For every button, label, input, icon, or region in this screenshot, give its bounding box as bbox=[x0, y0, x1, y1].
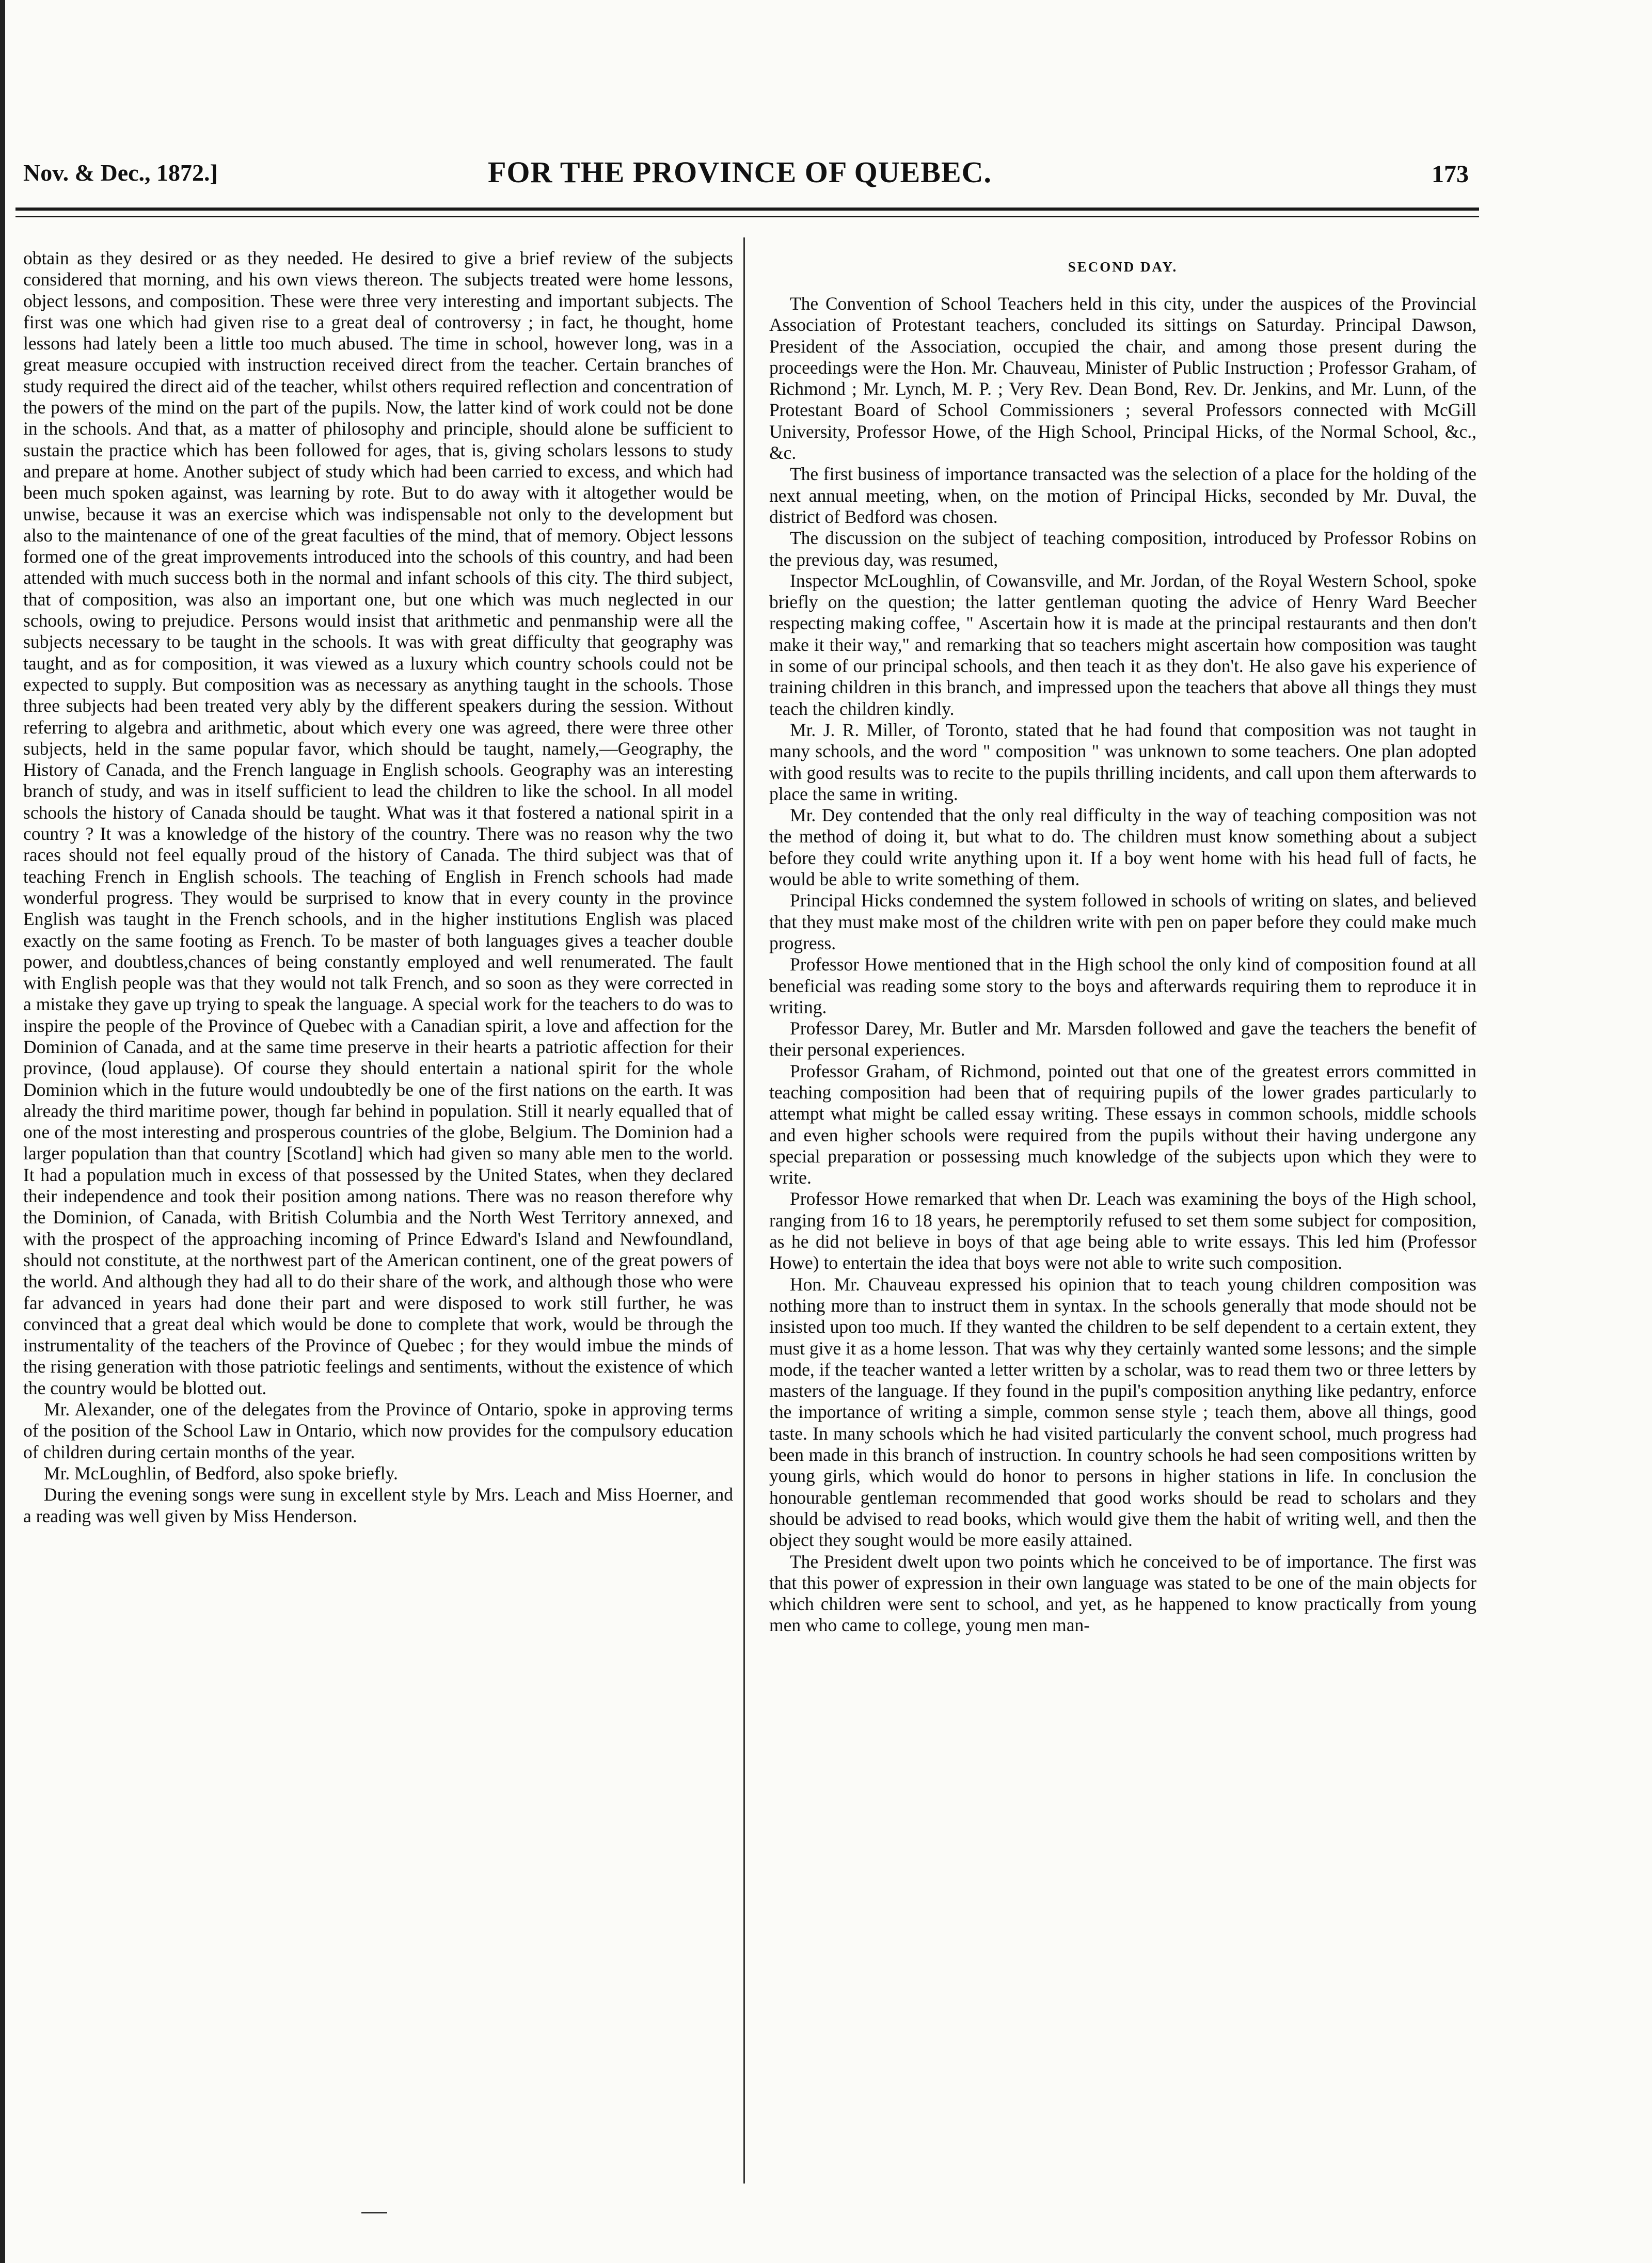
right-paragraph: The President dwelt upon two points which he conceived to be of importance. The first was that this power of expression in their own language was stated to be one of the main objects for which children were sent to school, and yet, as he happened to know practically from young men who came to college, young men man- bbox=[769, 1551, 1476, 1636]
right-column bbox=[769, 248, 1476, 1636]
page-number: 173 bbox=[1432, 161, 1469, 188]
right-paragraph: The first business of importance transacted was the selection of a place for the holding of the next annual meeting, when, on the motion of Principal Hicks, seconded by Mr. Duval, the district of Bedford was chosen. bbox=[769, 464, 1476, 527]
left-paragraph: obtain as they desired or as they needed. He desired to give a brief review of the subjects considered that morning, and his own views thereon. The subjects treated were home lessons, object lessons, and composition. These were three very interesting and important subjects. The first was one which had given rise to a great deal of controversy ; in fact, he thought, home lessons had lately been a little too much abused. The time in school, however long, was in a great measure occupied with instruction received direct from the teacher. Certain branches of study required the direct aid of the teacher, whilst others required reflection and concentration of the powers of the mind on the part of the pupils. Now, the latter kind of work could not be done in the schools. And that, as a matter of philosophy and principle, should alone be sufficient to sustain the practice which has been followed for ages, that is, giving scholars lessons to study and prepare at home. Another subject of study which had been carried to excess, and which had been much spoken against, was learning by rote. But to do away with it altogether would be unwise, because it was an exercise which was indispensable not only to the development but also to the maintenance of one of the great faculties of the mind, that of memory. Object lessons formed one of the great improvements introduced into the schools of this country, and had been attended with much success both in the normal and infant schools of this city. The third subject, that of composition, was also an important one, but one which was much neglected in our schools, owing to prejudice. Persons would insist that arithmetic and penmanship were all the subjects necessary to be taught in the schools. It was with great difficulty that geography was taught, and as for composition, it was viewed as a luxury which country schools could not be expected to supply. But composition was as necessary as anything taught in the schools. Those three subjects had been treated very ably by the different speakers during the session. Without referring to algebra and arithmetic, about which every one was agreed, there were three other subjects, held in the same popular favor, which should be taught, namely,—Geography, the History of Canada, and the French language in English schools. Geography was an interesting branch of study, and was in itself sufficient to lead the children to like the school. In all model schools the history of Canada should be taught. What was it that fostered a national spirit in a country ? It was a knowledge of the history of the country. There was no reason why the two races should not feel equally proud of the history of Canada. The third subject was that of teaching French in English schools. The teaching of English in French schools had made wonderful progress. They would be surprised to know that in every county in the province English was taught in the French schools, and in the higher institutions English was placed exactly on the same footing as French. To be master of both languages gives a teacher double power, and doubtless,chances of being constantly employed and well renumerated. The fault with English people was that they would not talk French, and so soon as they were corrected in a mistake they gave up trying to speak the language. A special work for the teachers to do was to inspire the people of the Province of Quebec with a Canadian spirit, a love and affection for the Dominion of Canada, and at the same time preserve in their hearts a patriotic affection for their province, (loud applause). Of course they should entertain a national spirit for the whole Dominion which in the future would undoubtedly be one of the first nations on the earth. It was already the third maritime power, though far behind in population. Still it nearly equalled that of one of the most interesting and prosperous countries of the globe, Belgium. The Dominion had a larger population than that country [Scotland] which had given so many able men to the world. It had a population much in excess of that possessed by the United States, when they declared their independence and took their position among nations. There was no reason therefore why the Dominion, of Canada, with British Columbia and the North West Territory annexed, and with the prospect of the approaching incoming of Prince Edward's Island and Newfoundland, should not constitute, at the northwest part of the American continent, one of the great powers of the world. And although they had all to do their share of the work, and although those who were far advanced in years had done their part and were disposed to work still further, he was convinced that a great deal which would be done to complete that work, would be through the instrumentality of the teachers of the Province of Quebec ; for they would imbue the minds of the rising generation with those patriotic feelings and sentiments, without the existence of which the country would be blotted out. bbox=[23, 248, 733, 1398]
end-of-article-dash bbox=[361, 2212, 387, 2213]
right-paragraph: Professor Howe remarked that when Dr. Leach was examining the boys of the High school, ranging from 16 to 18 years, he peremptorily refused to set them some subject for composition, as he did not believe in boys of that age being able to write essays. This led him (Professor Howe) to entertain the idea that boys were not able to write such composition. bbox=[769, 1188, 1476, 1273]
page-header bbox=[23, 155, 1479, 201]
right-paragraph: Professor Graham, of Richmond, pointed out that one of the greatest errors committed in teaching composition had been that of requiring pupils of the lower grades particularly to attempt what might be called essay writing. These essays in common schools, middle schools and even higher schools were required from the pupils without their having undergone any special preparation or possessing much knowledge of the subjects upon which they were to write. bbox=[769, 1060, 1476, 1188]
right-paragraph: Professor Howe mentioned that in the High school the only kind of composition found at all beneficial was reading some story to the boys and afterwards requiring them to reproduce it in writing. bbox=[769, 954, 1476, 1017]
left-paragraph: During the evening songs were sung in excellent style by Mrs. Leach and Miss Hoerner, and a reading was well given by Miss Henderson. bbox=[23, 1484, 733, 1526]
left-paragraph: Mr. McLoughlin, of Bedford, also spoke briefly. bbox=[44, 1462, 398, 1484]
header-date: Nov. & Dec., 1872.] bbox=[23, 160, 218, 186]
right-paragraph: Inspector McLoughlin, of Cowansville, and Mr. Jordan, of the Royal Western School, spoke briefly on the question; the latter gentleman quoting the advice of Henry Ward Beecher respecting making coffee, " Ascertain how it is made at the principal restaurants and then don't make it their way," and remarking that so teachers might ascertain how composition was taught in some of our principal schools, and then teach it as they don't. He also gave his experience of training children in this branch, and impressed upon the teachers that above all things they must teach the children kindly. bbox=[769, 570, 1476, 719]
left-paragraph: Mr. Alexander, one of the delegates from the Province of Ontario, spoke in approving terms of the position of the School Law in Ontario, which now provides for the compulsory education of children during certain months of the year. bbox=[23, 1399, 733, 1462]
scan-edge bbox=[0, 0, 5, 2263]
left-column bbox=[23, 248, 733, 1527]
right-paragraph: Professor Darey, Mr. Butler and Mr. Marsden followed and gave the teachers the benefit of their personal experiences. bbox=[769, 1018, 1476, 1060]
right-paragraph: The Convention of School Teachers held in this city, under the auspices of the Provincial Association of Protestant teachers, concluded its sittings on Saturday. Principal Dawson, President of the Association, occupied the chair, and among those present during the proceedings were the Hon. Mr. Chauveau, Minister of Public Instruction ; Professor Graham, of Richmond ; Mr. Lynch, M. P. ; Very Rev. Dean Bond, Rev. Dr. Jenkins, and Mr. Lunn, of the Protestant Board of School Commissioners ; several Professors connected with McGill University, Professor Howe, of the High School, Principal Hicks, of the Normal School, &c., &c. bbox=[769, 293, 1476, 464]
right-paragraph: Principal Hicks condemned the system followed in schools of writing on slates, and believed that they must make most of the children write with pen on paper before they could make much progress. bbox=[769, 890, 1476, 953]
header-rule-thick bbox=[15, 208, 1479, 211]
header-rule-thin bbox=[15, 216, 1479, 217]
right-paragraph: Mr. Dey contended that the only real difficulty in the way of teaching composition was not the method of doing it, but what to do. The children must know something about a subject before they could write anything upon it. If a boy went home with his head full of facts, he would be able to write something of them. bbox=[769, 805, 1476, 890]
column-divider bbox=[743, 237, 745, 2184]
section-title: SECOND DAY. bbox=[1068, 259, 1178, 275]
right-paragraph: Mr. J. R. Miller, of Toronto, stated that he had found that composition was not taught in many schools, and the word " composition " was unknown to some teachers. One plan adopted with good results was to recite to the pupils thrilling incidents, and call upon them afterwards to place the same in writing. bbox=[769, 719, 1476, 804]
right-paragraph: The discussion on the subject of teaching composition, introduced by Professor Robins on the previous day, was resumed, bbox=[769, 528, 1476, 570]
right-paragraph: Hon. Mr. Chauveau expressed his opinion that to teach young children composition was nothing more than to instruct them in syntax. In the schools generally that mode should not be insisted upon too much. If they wanted the children to be self dependent to a certain extent, they must give it as a home lesson. That was why they certainly wanted some lessons; and the simple mode, if the teacher wanted a letter written by a scholar, was to read them two or three letters by masters of the language. If they found in the pupil's composition anything like pedantry, enforce the importance of writing a simple, common sense style ; teach them, above all things, good taste. In many schools which he had visited particularly the convent school, much progress had been made in this branch of instruction. In country schools he had seen compositions written by young girls, which would do honor to persons in higher stations in life. In conclusion the honourable gentleman recommended that good works should be read to scholars and they should be advised to read books, which would give them the habit of writing well, and then the object they sought would be more easily attained. bbox=[769, 1273, 1476, 1551]
header-title: FOR THE PROVINCE OF QUEBEC. bbox=[488, 155, 992, 189]
